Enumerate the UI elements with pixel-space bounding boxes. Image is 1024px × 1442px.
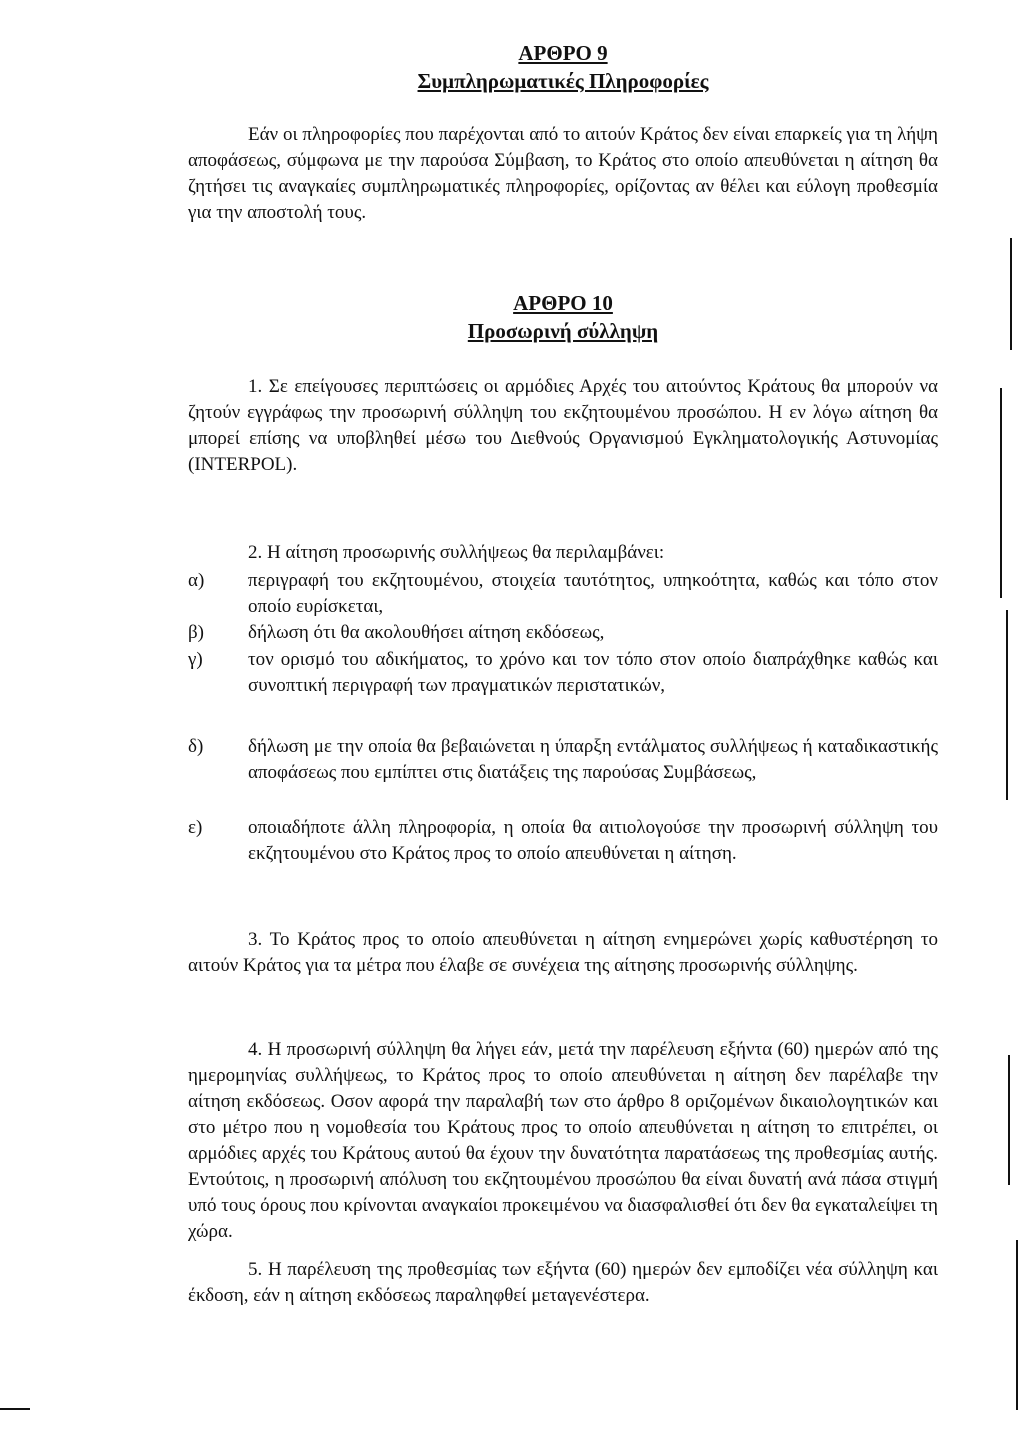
list-item-label: β) <box>188 622 204 643</box>
list-item-text: τον ορισμό του αδικήματος, το χρόνο και τον τόπο στον οποίο διαπράχθηκε καθώς και συνοπτική περιγραφή των πραγματικών περιστατικών, <box>248 649 938 696</box>
margin-line <box>0 1408 30 1410</box>
margin-line <box>1006 610 1008 800</box>
article-9-subtitle: Συμπληρωματικές Πληροφορίες <box>417 69 709 93</box>
margin-line <box>1000 388 1002 598</box>
paragraph-4: 4. Η προσωρινή σύλληψη θα λήγει εάν, μετά την παρέλευση εξήντα (60) ημερών από της ημερομηνίας συλλήψεως, το Κράτος προς το οποίο απευθύνεται η αίτηση δεν παρέλαβε την αίτηση εκδόσεως. Οσον αφορά την παραλαβή των στο άρθρο 8 οριζομένων δικαιολογητικών και στο μέτρο που η νομοθεσία του Κράτους προς το οποίο απευθύνεται η αίτηση το επιτρέπει, οι αρμόδιες αρχές του Κράτους αυτού θα έχουν την δυνατότητα παρατάσεως της προθεσμίας αυτής. Εντούτοις, η προσωρινή απόλυση του εκζητουμένου προσώπου θα είναι δυνατή ανά πάσα στιγμή υπό τους όρους που κρίνονται αναγκαίοι προκειμένου να διασφαλισθεί ότι δεν θα εγκαταλείψει τη χώρα. <box>188 1039 938 1242</box>
list-item-label: δ) <box>188 736 204 757</box>
article-9-title: ΑΡΘΡΟ 9 <box>518 41 608 65</box>
paragraph-1: 1. Σε επείγουσες περιπτώσεις οι αρμόδιες Αρχές του αιτούντος Κράτους θα μπορούν να ζητούν εγγράφως την προσωρινή σύλληψη του εκζητουμένου προσώπου. Η εν λόγω αίτηση θα μπορεί επίσης να υποβληθεί μέσω του Διεθνούς Οργανισμού Εγκληματολογικής Αστυνομίας (INTERPOL). <box>188 376 938 475</box>
article-10-subtitle: Προσωρινή σύλληψη <box>467 319 659 343</box>
list-item-text: δήλωση ότι θα ακολουθήσει αίτηση εκδόσεως, <box>248 622 605 643</box>
paragraph-2-intro: 2. Η αίτηση προσωρινής συλλήψεως θα περιλαμβάνει: <box>248 542 665 563</box>
margin-line <box>1008 1055 1010 1185</box>
list-item-label: γ) <box>188 649 203 670</box>
article-9-text: Εάν οι πληροφορίες που παρέχονται από το αιτούν Κράτος δεν είναι επαρκείς για τη λήψη αποφάσεως, σύμφωνα με την παρούσα Σύμβαση, το Κράτος στο οποίο απευθύνεται η αίτηση θα ζητήσει τις αναγκαίες συμπληρωματικές πληροφορίες, ορίζοντας αν θέλει και εύλογη προθεσμία για την αποστολή τους. <box>188 124 938 223</box>
paragraph-3: 3. Το Κράτος προς το οποίο απευθύνεται η αίτηση ενημερώνει χωρίς καθυστέρηση το αιτούν Κράτος για τα μέτρα που έλαβε σε συνέχεια της αίτησης προσωρινής σύλληψης. <box>188 929 938 976</box>
list-item-text: δήλωση με την οποία θα βεβαιώνεται η ύπαρξη εντάλματος συλλήψεως ή καταδικαστικής αποφάσεως που εμπίπτει στις διατάξεις της παρούσας Συμβάσεως, <box>248 736 938 783</box>
margin-line <box>1010 238 1012 350</box>
list-item-text: περιγραφή του εκζητουμένου, στοιχεία ταυτότητος, υπηκοότητα, καθώς και τόπο στον οποίο ευρίσκεται, <box>248 570 938 617</box>
list-item-label: ε) <box>188 817 203 838</box>
list-item-label: α) <box>188 570 205 591</box>
margin-line <box>1016 1240 1018 1410</box>
list-item-text: οποιαδήποτε άλλη πληροφορία, η οποία θα αιτιολογούσε την προσωρινή σύλληψη του εκζητουμένου στο Κράτος προς το οποίο απευθύνεται η αίτηση. <box>248 817 938 864</box>
article-10-title: ΑΡΘΡΟ 10 <box>513 291 613 315</box>
paragraph-5: 5. Η παρέλευση της προθεσμίας των εξήντα (60) ημερών δεν εμποδίζει νέα σύλληψη και έκδοση, εάν η αίτηση εκδόσεως παραληφθεί μεταγενέστερα. <box>188 1259 938 1306</box>
